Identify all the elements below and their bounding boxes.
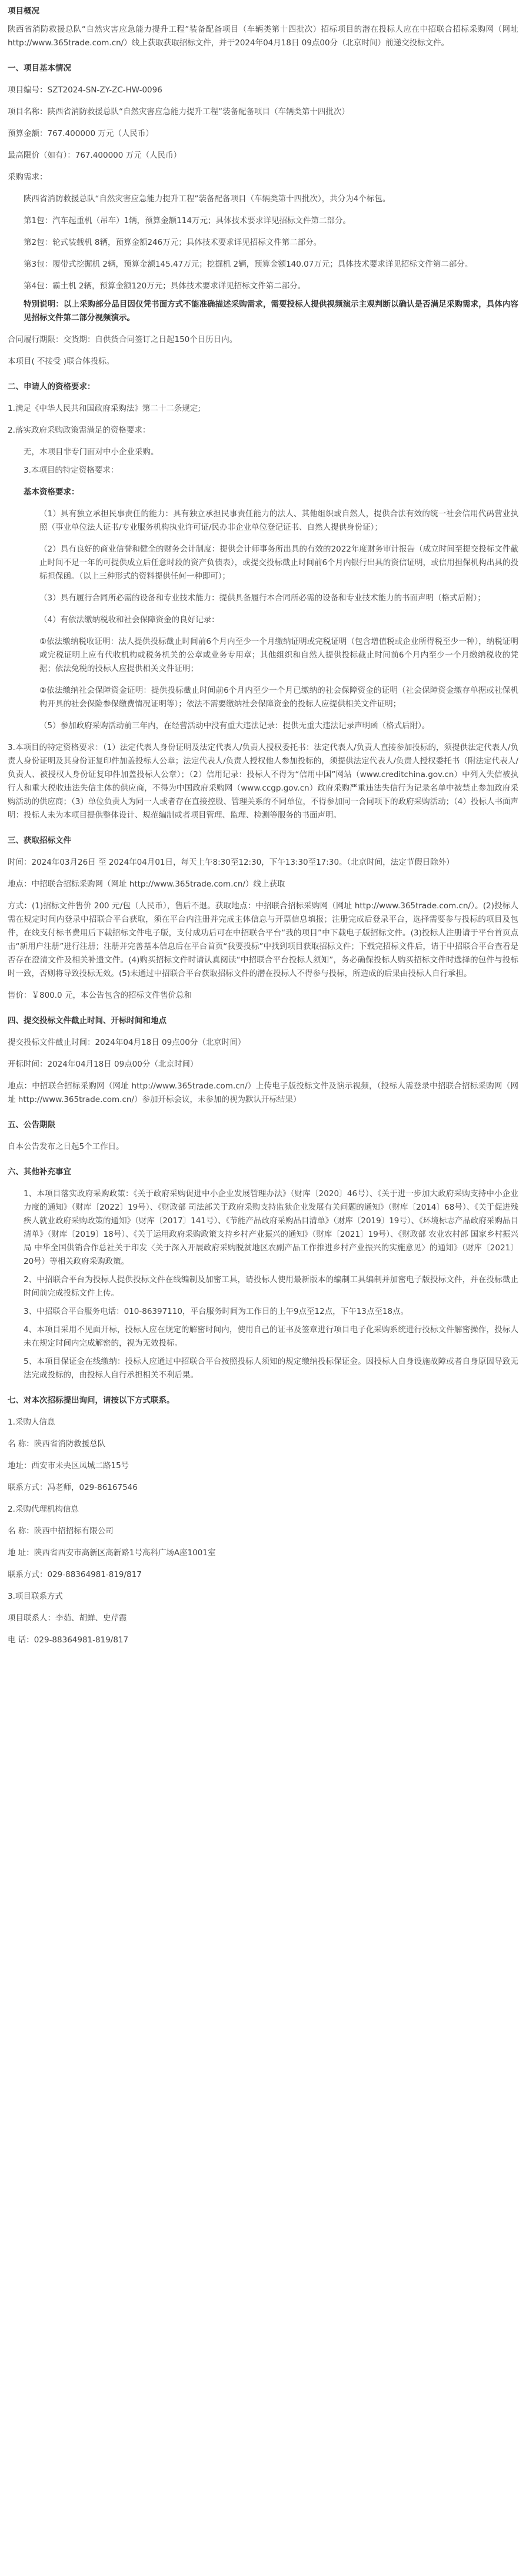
purchaser-name: 名 称：陕西省消防救援总队 <box>8 1439 106 1449</box>
project-name: 项目名称：陕西省消防救援总队“自然灾害应急能力提升工程”装备配备项目（车辆类第十四批次） <box>8 107 349 117</box>
lot-4: 第4包：霸土机 2辆，预算金额120万元；具体技术要求详见招标文件第二部分。 <box>24 281 306 291</box>
section-4-heading: 四、提交投标文件截止时间、开标时间和地点 <box>8 1016 167 1025</box>
document-price: 售价：￥800.0 元，本公告包含的招标文件售价总和 <box>8 991 192 1000</box>
policy-none: 无，本项目非专门面对中小企业采购。 <box>24 447 159 457</box>
opening-time: 开标时间：2024年04月18日 09点00分（北京时间） <box>8 1060 198 1069</box>
basic-requirements-label: 基本资格要求： <box>24 487 79 497</box>
requirements-intro: 陕西省消防救援总队“自然灾害应急能力提升工程”装备配备项目（车辆类第十四批次），共分为4个标包。 <box>24 194 391 204</box>
section-2-heading: 二、申请人的资格要求： <box>8 382 95 391</box>
agency-name: 名 称：陕西中招招标有限公司 <box>8 1526 114 1536</box>
section-3-heading: 三、获取招标文件 <box>8 836 71 845</box>
agency-address: 地 址：陕西省西安市高新区高新路1号高科广场A座1001室 <box>8 1548 216 1558</box>
overview-paragraph: 陕西省消防救援总队“自然灾害应急能力提升工程”装备配备项目（车辆类第十四批次）招标项目的潜在投标人应在中招联合招标采购网（网址 http://www.365trade.com.cn/）线上获取获取招标文件，并于2024年04月18日 09点00分（北京时间）前递交投标文件。 <box>8 25 518 48</box>
req-tax-proof: ①依法缴纳税收证明：法人提供投标截止时间前6个月内至少一个月缴纳证明或完税证明（包含增值税或企业所得税至少一种），纳税证明或完税证明上应有代收机构或税务机关的公章或业务专用章；其他组织和自然人提供投标截止时间前6个月内至少一个月缴纳税收的凭据；依法免税的投标人应提供相关文件证明； <box>39 637 518 673</box>
obtain-location: 地点：中招联合招标采购网（网址 http://www.365trade.com.cn/）线上获取 <box>8 879 285 889</box>
supplement-4: 4、本项目采用不见面开标，投标人应在规定的解密时间内，使用自己的证书及签章进行项目电子化采购系统进行投标文件解密操作，投标人未在规定时间内完成解密的，视为无效投标。 <box>24 1325 518 1348</box>
qualification-1: 1.满足《中华人民共和国政府采购法》第二十二条规定; <box>8 404 201 413</box>
lot-2: 第2包：轮式装载机 8辆，预算金额246万元；具体技术要求详见招标文件第二部分。 <box>24 238 322 247</box>
obtain-time: 时间：2024年03月26日 至 2024年04月01日，每天上午8:30至12:30，下午13:30至17:30。（北京时间，法定节假日除外） <box>8 858 454 867</box>
req-no-violation: （5）参加政府采购活动前三年内，在经营活动中没有重大违法记录：提供无重大违法记录声明函（格式后附）。 <box>39 721 430 731</box>
section-7-heading: 七、对本次招标提出询问，请按以下方式联系。 <box>8 1396 175 1405</box>
submission-deadline: 提交投标文件截止时间：2024年04月18日 09点00分（北京时间） <box>8 1038 246 1047</box>
supplement-5: 5、本项目保证金在线缴纳：投标人应通过中招联合平台按照投标人须知的规定缴纳投标保证金。因投标人自身设施故障或者自身原因导致无法完成投标的，由投标人自行承担相关不利后果。 <box>24 1357 518 1380</box>
section-5-heading: 五、公告期限 <box>8 1120 55 1130</box>
qualification-2: 2.落实政府采购政策需满足的资格要求： <box>8 426 151 435</box>
qualification-3: 3.本项目的特定资格要求： <box>24 466 119 475</box>
supplement-2: 2、中招联合平台为投标人提供投标文件在线编制及加密工具，请投标人使用最新版本的编制工具编制并加密电子版投标文件，并在投标截止时间前完成投标文件上传。 <box>24 1275 518 1298</box>
section-6-heading: 六、其他补充事宜 <box>8 1167 71 1177</box>
agency-label: 2.采购代理机构信息 <box>8 1505 79 1514</box>
purchaser-address: 地址：西安市未央区凤城二路15号 <box>8 1461 129 1470</box>
agency-contact: 联系方式：029-88364981-819/817 <box>8 1570 142 1579</box>
special-qualifications: 3.本项目的特定资格要求：（1）法定代表人身份证明及法定代表人/负责人授权委托书：法定代表人/负责人直接参加投标的，须提供法定代表人/负责人身份证明及其身份证复印件加盖投标人公章；法定代表人/负责人授权他人参加投标的，须提供法定代表人/负责人授权委托书（附法定代表人/负责人、被授权人身份证复印件加盖投标人公章）；（2）信用记录：投标人不得为“信用中国”网站（www.creditchina.gov.cn）中列入失信被执行人和重大税收违法失信主体的供应商，不得为中国政府采购网（www.ccgp.gov.cn）政府采购严重违法失信行为记录名单中被禁止参加政府采购活动的供应商；（3）单位负责人为同一人或者存在直接控股、管理关系的不同单位，不得参加同一合同项下的政府采购活动；（4）投标人书面声明：投标人未为本项目提供整体设计、规范编制或者项目管理、监理、检测等服务的书面声明。 <box>8 743 518 820</box>
req-tax-social: （4）有依法缴纳税收和社会保障资金的良好记录： <box>39 615 219 625</box>
obtain-method: 方式：(1)招标文件售价 200 元/包（人民币），售后不退。获取地点：中招联合招标采购网（网址 http://www.365trade.com.cn/）。(2)投标人需在规定时间内登录中招联合平台获取，须在平台内注册并完成主体信息与开票信息填报；注册完成后登录平台，选择需要参与投标的项目及包件，在线支付标书费用后下载招标文件电子版，支付成功后可在中招联合平台“我的项目”中下载电子版招标文件。(3)投标人注册请于平台首页点击“新用户注册”进行注册；注册并完善基本信息后在平台首页“我要投标”中找到项目获取招标文件；下载完招标文件后，请于中招联合平台查看是否存在澄清文件及相关补遗文件。(4)购买招标文件时请认真阅读“中招联合平台投标人须知”，务必确保投标人购买招标文件时选择的包件与投标时一致，否则将导致投标无效。(5)未通过中招联合平台获取招标文件的潜在投标人不得参与投标，所造成的后果由投标人自行承担。 <box>8 901 518 978</box>
supplement-3: 3、中招联合平台服务电话：010-86397110，平台服务时间为工作日的上午9点至12点，下午13点至18点。 <box>24 1307 409 1316</box>
project-contact-label: 3.项目联系方式 <box>8 1592 63 1601</box>
requirements-label: 采购需求： <box>8 172 48 182</box>
lot-3: 第3包：履带式挖掘机 2辆，预算金额145.47万元；挖掘机 2辆，预算金额140.07万元；具体技术要求详见招标文件第二部分。 <box>24 260 473 269</box>
supplement-1: 1、本项目落实政府采购政策：《关于政府采购促进中小企业发展管理办法》（财库〔2020〕46号）、《关于进一步加大政府采购支持中小企业力度的通知》（财库〔2022〕19号）、《财政部 司法部关于政府采购支持监狱企业发展有关问题的通知》（财库〔2014〕68号）、《关于促进残疾人就业政府采购政策的通知》（财库〔2017〕141号）、《节能产品政府采购品目清单》（财库〔2019〕19号）、《环境标志产品政府采购品目清单》（财库〔2019〕18号）、《关于运用政府采购政策支持乡村产业振兴的通知》（财库〔2021〕19号）、《财政部 农业农村部 国家乡村振兴局 中华全国供销合作总社关于印发〈关于深入开展政府采购脱贫地区农副产品工作推进乡村产业振兴的实施意见〉的通知》（财库〔2021〕20号）等相关政府采购政策。 <box>24 1189 518 1266</box>
lot-1: 第1包：汽车起重机（吊车）1辆，预算金额114万元；具体技术要求详见招标文件第二部分。 <box>24 216 351 225</box>
purchaser-label: 1.采购人信息 <box>8 1418 55 1427</box>
opening-location: 地点：中招联合招标采购网（网址 http://www.365trade.com.cn/）上传电子版投标文件及演示视频，（投标人需登录中招联合招标采购网（网址 http://www.365trade.com.cn/）参加开标会议，未参加的视为默认开标结果） <box>8 1081 518 1104</box>
purchaser-contact: 联系方式：冯老师，029-86167546 <box>8 1483 138 1492</box>
project-contact-people: 项目联系人：李茹、胡蝉、史芹霞 <box>8 1614 127 1623</box>
req-civil-liability: （1）具有独立承担民事责任的能力：具有独立承担民事责任能力的法人、其他组织或自然人，提供合法有效的统一社会信用代码营业执照（事业单位法人证书/专业服务机构执业许可证/民办非企业单位登记证书、自然人提供身份证）； <box>39 509 518 532</box>
project-number: 项目编号：SZT2024-SN-ZY-ZC-HW-0096 <box>8 85 162 95</box>
special-note: 特别说明：以上采购部分品目因仅凭书面方式不能准确描述采购需求，需要投标人提供视频演示主观判断以确认是否满足采购需求，具体内容见招标文件第二部分视频演示。 <box>24 300 518 323</box>
req-social-proof: ②依法缴纳社会保障资金证明：提供投标截止时间前6个月内至少一个月已缴纳的社会保障资金的证明（社会保障资金缴存单据或社保机构开具的社会保险参保缴费情况证明等）；依法不需要缴纳社会保障资金的投标人应提供相关文件证明； <box>39 686 518 709</box>
contract-period: 合同履行期限：交货期：自供货合同签订之日起150个日历日内。 <box>8 335 238 344</box>
budget-amount: 预算金额：767.400000 万元（人民币） <box>8 129 154 138</box>
project-contact-phone: 电 话：029-88364981-819/817 <box>8 1635 129 1645</box>
overview-heading: 项目概况 <box>8 6 39 16</box>
consortium-note: 本项目( 不接受 )联合体投标。 <box>8 357 115 366</box>
max-price: 最高限价（如有）：767.400000 万元（人民币） <box>8 151 182 160</box>
notice-period: 自本公告发布之日起5个工作日。 <box>8 1142 124 1151</box>
section-1-heading: 一、项目基本情况 <box>8 64 71 73</box>
req-financial: （2）具有良好的商业信誉和健全的财务会计制度：提供会计师事务所出具的有效的2022年度财务审计报告（成立时间至提交投标文件截止时间不足一年的可提供成立后任意时段的资产负债表），或提交投标截止时间前6个月内银行出具的资信证明，或信用担保机构出具的投标担保函。（以上三种形式的资料提供任何一种即可）； <box>39 545 518 581</box>
req-equipment: （3）具有履行合同所必需的设备和专业技术能力：提供具备履行本合同所必需的设备和专业技术能力的书面声明（格式后附）； <box>39 593 485 603</box>
